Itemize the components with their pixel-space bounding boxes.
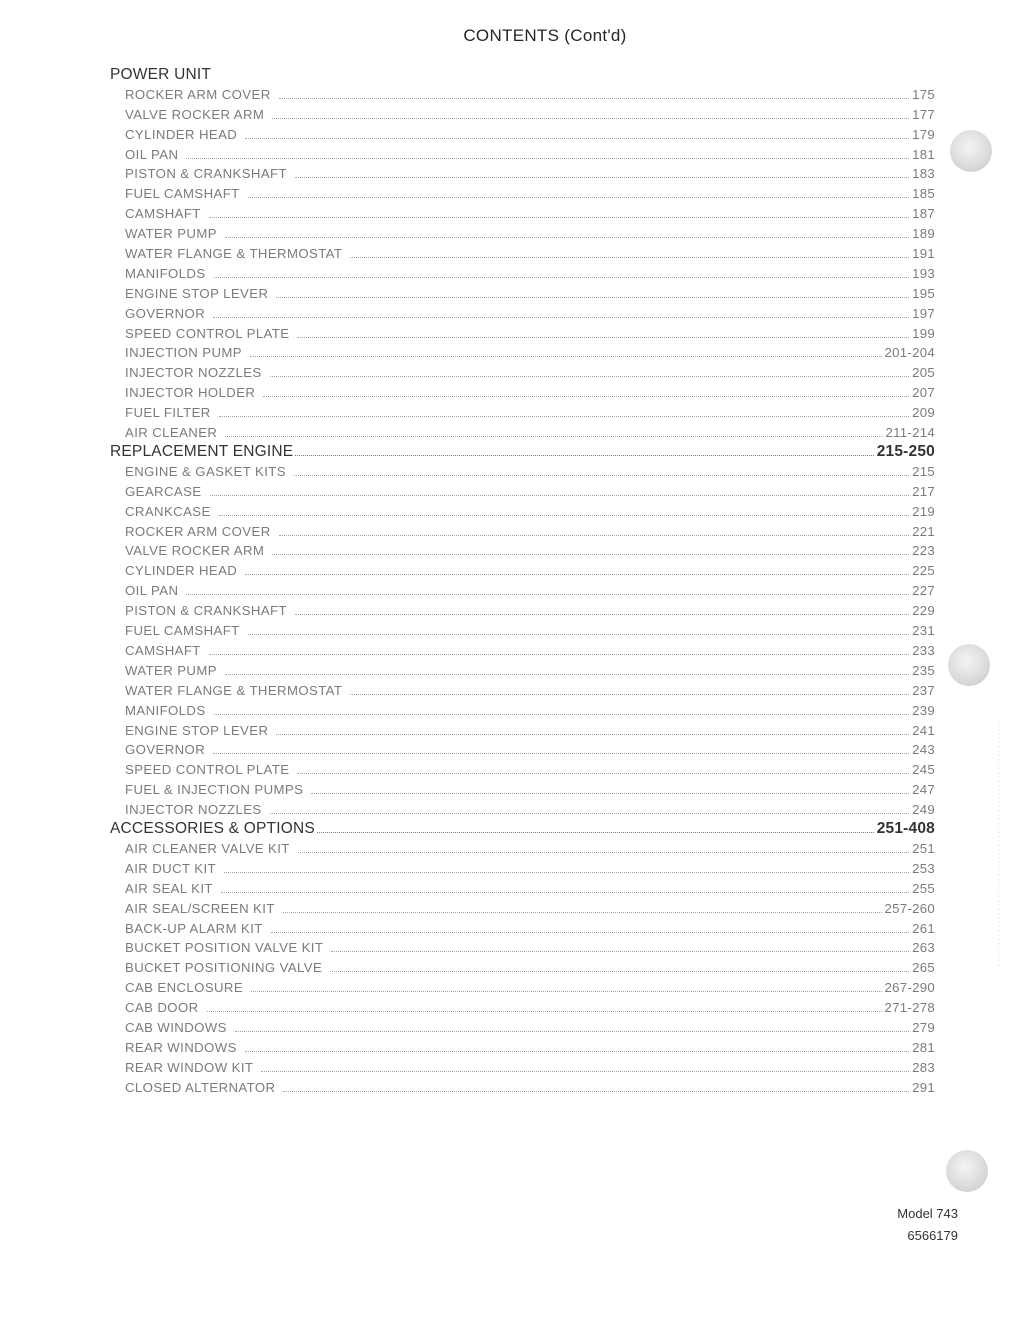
dot-leader	[214, 714, 910, 715]
dot-leader	[213, 753, 909, 754]
entry-page: 217	[912, 483, 935, 499]
edge-registration-marks: · · · · · · · · · · · · · · · · · · · · · · · · · · · · · · · · · · · · · · · · · · · · · · · · · · · · · · · · · ·	[995, 720, 1002, 967]
entry-label: ENGINE & GASKET KITS	[125, 463, 286, 479]
entry-page: 183	[912, 166, 935, 182]
toc-entry[interactable]	[110, 1075, 935, 1095]
entry-label: PISTON & CRANKSHAFT	[125, 603, 287, 619]
dot-leader	[331, 951, 909, 952]
entry-label: BUCKET POSITIONING VALVE	[125, 960, 323, 976]
entry-page: 257-260	[884, 900, 935, 916]
entry-label: AIR CLEANER	[125, 425, 218, 441]
toc-entry[interactable]	[110, 162, 935, 182]
toc-entry[interactable]	[110, 122, 935, 142]
dot-leader	[245, 1051, 909, 1052]
toc-entry[interactable]	[110, 341, 935, 361]
entry-label: INJECTOR NOZZLES	[125, 802, 262, 818]
toc-entry[interactable]	[110, 420, 935, 440]
entry-label: FUEL FILTER	[125, 405, 211, 421]
section-replacement-engine[interactable]	[110, 440, 935, 459]
toc-entry[interactable]	[110, 578, 935, 598]
entry-page: 229	[912, 603, 935, 619]
toc-entry[interactable]	[110, 1015, 935, 1035]
toc-entry[interactable]	[110, 618, 935, 638]
entry-label: FUEL CAMSHAFT	[125, 186, 240, 202]
dot-leader	[298, 852, 909, 853]
entry-label: AIR DUCT KIT	[125, 860, 217, 876]
dot-leader	[225, 237, 909, 238]
dot-leader	[297, 773, 909, 774]
entry-label: ENGINE STOP LEVER	[125, 285, 269, 301]
entry-page: 271-278	[884, 1000, 935, 1016]
entry-label: CAB ENCLOSURE	[125, 980, 244, 996]
entry-page: 199	[912, 325, 935, 341]
section-power-unit[interactable]	[110, 63, 935, 82]
entry-label: PISTON & CRANKSHAFT	[125, 166, 287, 182]
entry-label: AIR SEAL/SCREEN KIT	[125, 900, 275, 916]
toc-entry[interactable]	[110, 995, 935, 1015]
entry-label: GOVERNOR	[125, 742, 206, 758]
entry-label: BACK-UP ALARM KIT	[125, 920, 263, 936]
entry-page: 175	[912, 86, 935, 102]
entry-page: 237	[912, 682, 935, 698]
entry-page: 181	[912, 146, 935, 162]
dot-leader	[245, 574, 909, 575]
entry-page: 219	[912, 503, 935, 519]
entry-label: GOVERNOR	[125, 305, 206, 321]
entry-label: INJECTOR HOLDER	[125, 385, 256, 401]
dot-leader	[295, 614, 909, 615]
binder-hole	[946, 1150, 988, 1192]
section-page-range: 251-408	[876, 820, 935, 838]
toc-entry[interactable]	[110, 1055, 935, 1075]
dot-leader	[272, 554, 909, 555]
dot-leader	[295, 455, 873, 456]
entry-page: 193	[912, 265, 935, 281]
entry-page: 227	[912, 583, 935, 599]
dot-leader	[248, 634, 909, 635]
dot-leader	[214, 277, 910, 278]
entry-label: ROCKER ARM COVER	[125, 523, 271, 539]
entry-page: 233	[912, 642, 935, 658]
entry-page: 223	[912, 543, 935, 559]
entry-label: CAMSHAFT	[125, 206, 201, 222]
dot-leader	[224, 872, 909, 873]
dot-leader	[261, 1071, 909, 1072]
binder-hole	[948, 644, 990, 686]
entry-page: 279	[912, 1019, 935, 1035]
entry-page: 241	[912, 722, 935, 738]
entry-page: 261	[912, 920, 935, 936]
dot-leader	[311, 793, 909, 794]
entry-page: 215	[912, 463, 935, 479]
dot-leader	[209, 217, 909, 218]
dot-leader	[276, 734, 909, 735]
entry-page: 207	[912, 385, 935, 401]
entry-page: 235	[912, 662, 935, 678]
entry-page: 267-290	[884, 980, 935, 996]
entry-page: 221	[912, 523, 935, 539]
entry-label: VALVE ROCKER ARM	[125, 106, 265, 122]
binder-hole	[950, 130, 992, 172]
entry-label: VALVE ROCKER ARM	[125, 543, 265, 559]
entry-page: 187	[912, 206, 935, 222]
toc-entry[interactable]	[110, 221, 935, 241]
entry-page: 189	[912, 226, 935, 242]
section-accessories-options[interactable]	[110, 817, 935, 836]
page-title: CONTENTS (Cont'd)	[463, 26, 627, 45]
dot-leader	[283, 1091, 909, 1092]
toc-entry[interactable]	[110, 241, 935, 261]
dot-leader	[279, 535, 909, 536]
dot-leader	[248, 197, 909, 198]
dot-leader	[330, 971, 909, 972]
entry-label: WATER PUMP	[125, 226, 217, 242]
dot-leader	[250, 356, 882, 357]
toc-entry[interactable]	[110, 519, 935, 539]
footer-model: Model 743	[897, 1206, 958, 1221]
entry-label: INJECTOR NOZZLES	[125, 365, 262, 381]
entry-page: 265	[912, 960, 935, 976]
toc-entry[interactable]	[110, 459, 935, 479]
toc-entry[interactable]	[110, 598, 935, 618]
entry-label: MANIFOLDS	[125, 702, 206, 718]
entry-label: BUCKET POSITION VALVE KIT	[125, 940, 324, 956]
entry-label: MANIFOLDS	[125, 265, 206, 281]
toc-entry[interactable]	[110, 1035, 935, 1055]
dot-leader	[213, 317, 909, 318]
entry-page: 251	[912, 840, 935, 856]
entry-label: AIR CLEANER VALVE KIT	[125, 840, 290, 856]
dot-leader	[294, 475, 909, 476]
entry-page: 191	[912, 246, 935, 262]
toc-entry[interactable]	[110, 678, 935, 698]
entry-label: CYLINDER HEAD	[125, 563, 238, 579]
dot-leader	[186, 158, 909, 159]
dot-leader	[210, 495, 910, 496]
entry-page: 209	[912, 405, 935, 421]
toc-entry[interactable]	[110, 856, 935, 876]
dot-leader	[276, 297, 909, 298]
toc-entry[interactable]	[110, 301, 935, 321]
section-title: POWER UNIT	[110, 66, 212, 83]
entry-label: GEARCASE	[125, 483, 202, 499]
entry-label: CAB WINDOWS	[125, 1019, 227, 1035]
toc-entry[interactable]	[110, 102, 935, 122]
entry-page: 239	[912, 702, 935, 718]
dot-leader	[225, 436, 882, 437]
entry-page: 281	[912, 1039, 935, 1055]
entry-label: OIL PAN	[125, 583, 179, 599]
toc-entry[interactable]	[110, 82, 935, 102]
dot-leader	[270, 813, 910, 814]
toc-entry[interactable]	[110, 499, 935, 519]
dot-leader	[225, 674, 909, 675]
entry-label: FUEL CAMSHAFT	[125, 623, 240, 639]
dot-leader	[263, 396, 909, 397]
entry-label: ROCKER ARM COVER	[125, 86, 271, 102]
toc-entry[interactable]	[110, 261, 935, 281]
entry-label: REAR WINDOWS	[125, 1039, 237, 1055]
dot-leader	[272, 118, 909, 119]
entry-page: 263	[912, 940, 935, 956]
section-title: REPLACEMENT ENGINE	[110, 443, 294, 461]
entry-page: 253	[912, 860, 935, 876]
toc-entry[interactable]	[110, 975, 935, 995]
dot-leader	[297, 337, 909, 338]
toc-entry[interactable]	[110, 738, 935, 758]
dot-leader	[245, 138, 909, 139]
toc-entry[interactable]	[110, 718, 935, 738]
entry-page: 185	[912, 186, 935, 202]
dot-leader	[219, 416, 909, 417]
entry-label: REAR WINDOW KIT	[125, 1059, 254, 1075]
entry-label: CAB DOOR	[125, 1000, 199, 1016]
toc-entry[interactable]	[110, 638, 935, 658]
toc-entry[interactable]	[110, 558, 935, 578]
toc-entry[interactable]	[110, 142, 935, 162]
dot-leader	[207, 1011, 882, 1012]
entry-page: 197	[912, 305, 935, 321]
section-page-range: 215-250	[876, 443, 935, 461]
entry-label: SPEED CONTROL PLATE	[125, 325, 290, 341]
toc-entry[interactable]	[110, 836, 935, 856]
entry-page: 179	[912, 126, 935, 142]
entry-label: WATER FLANGE & THERMOSTAT	[125, 682, 343, 698]
dot-leader	[186, 594, 909, 595]
dot-leader	[317, 832, 874, 833]
toc-entry[interactable]	[110, 360, 935, 380]
dot-leader	[270, 376, 910, 377]
entry-page: 245	[912, 762, 935, 778]
entry-page: 205	[912, 365, 935, 381]
table-of-contents	[110, 63, 935, 1095]
dot-leader	[295, 177, 909, 178]
toc-entry[interactable]	[110, 380, 935, 400]
entry-page: 283	[912, 1059, 935, 1075]
toc-entry[interactable]	[110, 181, 935, 201]
dot-leader	[350, 257, 909, 258]
toc-entry[interactable]	[110, 916, 935, 936]
entry-label: WATER PUMP	[125, 662, 217, 678]
dot-leader	[350, 694, 909, 695]
toc-entry[interactable]	[110, 321, 935, 341]
entry-page: 249	[912, 802, 935, 818]
entry-page: 225	[912, 563, 935, 579]
section-title: ACCESSORIES & OPTIONS	[110, 820, 315, 838]
toc-entry[interactable]	[110, 936, 935, 956]
dot-leader	[283, 912, 882, 913]
entry-page: 243	[912, 742, 935, 758]
entry-page: 291	[912, 1079, 935, 1095]
toc-entry[interactable]	[110, 757, 935, 777]
entry-label: CYLINDER HEAD	[125, 126, 238, 142]
entry-label: WATER FLANGE & THERMOSTAT	[125, 246, 343, 262]
entry-label: SPEED CONTROL PLATE	[125, 762, 290, 778]
entry-label: ENGINE STOP LEVER	[125, 722, 269, 738]
entry-page: 255	[912, 880, 935, 896]
toc-entry[interactable]	[110, 281, 935, 301]
dot-leader	[251, 991, 881, 992]
entry-label: FUEL & INJECTION PUMPS	[125, 782, 304, 798]
dot-leader	[279, 98, 909, 99]
toc-entry[interactable]	[110, 479, 935, 499]
toc-entry[interactable]	[110, 400, 935, 420]
toc-entry[interactable]	[110, 896, 935, 916]
toc-entry[interactable]	[110, 797, 935, 817]
toc-entry[interactable]	[110, 955, 935, 975]
entry-page: 211-214	[885, 425, 935, 441]
dot-leader	[235, 1031, 909, 1032]
entry-label: CLOSED ALTERNATOR	[125, 1079, 276, 1095]
entry-label: AIR SEAL KIT	[125, 880, 213, 896]
entry-page: 247	[912, 782, 935, 798]
dot-leader	[271, 932, 909, 933]
entry-label: CAMSHAFT	[125, 642, 201, 658]
entry-page: 195	[912, 285, 935, 301]
entry-label: OIL PAN	[125, 146, 179, 162]
entry-label: CRANKCASE	[125, 503, 211, 519]
toc-entry[interactable]	[110, 777, 935, 797]
toc-entry[interactable]	[110, 539, 935, 559]
dot-leader	[209, 654, 909, 655]
toc-entry[interactable]	[110, 201, 935, 221]
toc-entry[interactable]	[110, 698, 935, 718]
entry-page: 177	[912, 106, 935, 122]
dot-leader	[219, 515, 909, 516]
entry-label: INJECTION PUMP	[125, 345, 242, 361]
toc-entry[interactable]	[110, 876, 935, 896]
entry-page: 231	[912, 623, 935, 639]
footer-part-number: 6566179	[907, 1228, 958, 1243]
toc-entry[interactable]	[110, 658, 935, 678]
entry-page: 201-204	[884, 345, 935, 361]
dot-leader	[221, 892, 909, 893]
